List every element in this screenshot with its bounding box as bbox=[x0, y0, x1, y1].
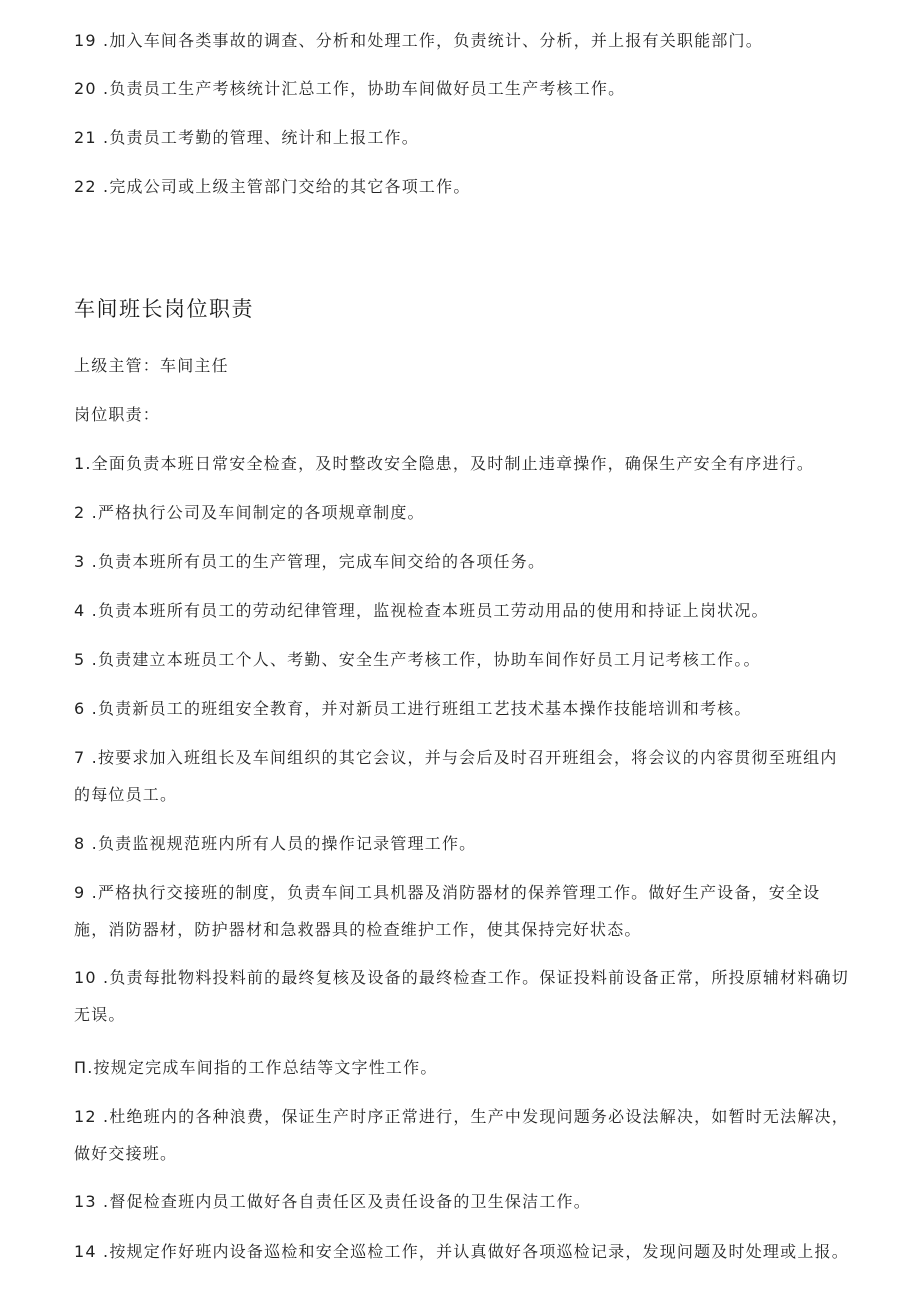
team-duty-3: 3 .负责本班所有员工的生产管理，完成车间交给的各项任务。 bbox=[74, 552, 546, 571]
duty-item-19: 19 .加入车间各类事故的调查、分析和处理工作，负责统计、分析，并上报有关职能部门。 bbox=[74, 31, 763, 50]
duty-item-22: 22 .完成公司或上级主管部门交给的其它各项工作。 bbox=[74, 177, 471, 196]
team-duty-8: 8 .负责监视规范班内所有人员的操作记录管理工作。 bbox=[74, 834, 477, 853]
duty-item-20: 20 .负责员工生产考核统计汇总工作，协助车间做好员工生产考核工作。 bbox=[74, 79, 626, 98]
team-duty-6: 6 .负责新员工的班组安全教育，并对新员工进行班组工艺技术基本操作技能培训和考核。 bbox=[74, 699, 752, 718]
team-duty-1: 1.全面负责本班日常安全检查，及时整改安全隐患，及时制止违章操作，确保生产安全有序进行。 bbox=[74, 454, 815, 473]
team-duty-2: 2 .严格执行公司及车间制定的各项规章制度。 bbox=[74, 503, 425, 522]
supervisor-line: 上级主管：车间主任 bbox=[74, 356, 229, 375]
team-duty-14: 14 .按规定作好班内设备巡检和安全巡检工作，并认真做好各项巡检记录，发现问题及时处理或上报。 bbox=[74, 1242, 849, 1261]
team-duty-12: 12 .杜绝班内的各种浪费，保证生产时序正常进行，生产中发现问题务必设法解决，如暂时无法解决，做好交接班。 bbox=[74, 1107, 849, 1163]
duties-label: 岗位职责： bbox=[74, 405, 161, 424]
section-title: 车间班长岗位职责 bbox=[74, 297, 254, 321]
team-duty-9: 9 .严格执行交接班的制度，负责车间工具机器及消防器材的保养管理工作。做好生产设备，安全设施，消防器材，防护器材和急救器具的检查维护工作，使其保持完好状态。 bbox=[74, 883, 821, 939]
team-duty-10: 10 .负责每批物料投料前的最终复核及设备的最终检查工作。保证投料前设备正常，所投原辅材料确切无误。 bbox=[74, 968, 849, 1024]
duty-item-21: 21 .负责员工考勤的管理、统计和上报工作。 bbox=[74, 128, 419, 147]
team-duty-13: 13 .督促检查班内员工做好各自责任区及责任设备的卫生保洁工作。 bbox=[74, 1192, 591, 1211]
team-duty-5: 5 .负责建立本班员工个人、考勤、安全生产考核工作，协助车间作好员工月记考核工作。。 bbox=[74, 650, 761, 669]
team-duty-7: 7 .按要求加入班组长及车间组织的其它会议，并与会后及时召开班组会，将会议的内容贯彻至班组内的每位员工。 bbox=[74, 748, 838, 804]
team-duty-11: Π.按规定完成车间指的工作总结等文字性工作。 bbox=[74, 1058, 438, 1077]
team-duty-4: 4 .负责本班所有员工的劳动纪律管理，监视检查本班员工劳动用品的使用和持证上岗状况。 bbox=[74, 601, 769, 620]
